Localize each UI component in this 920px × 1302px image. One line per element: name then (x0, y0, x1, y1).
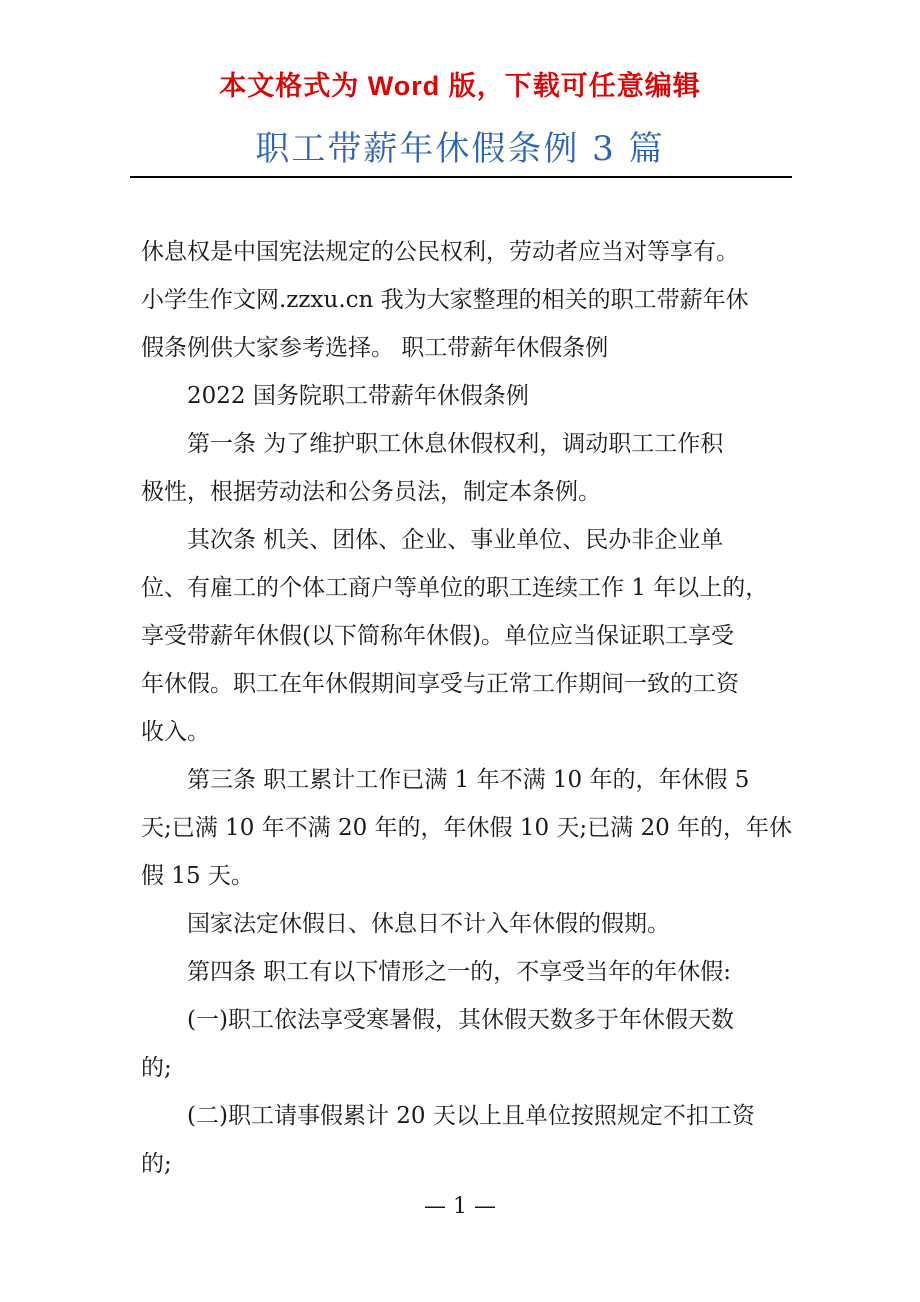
body-line: 假条例供大家参考选择。 职工带薪年休假条例 (141, 335, 609, 361)
document-title: 职工带薪年休假条例 3 篇 (255, 129, 665, 169)
document-body (141, 228, 793, 1188)
page-number: — 1 — (424, 1194, 496, 1219)
body-line: 的; (141, 1055, 172, 1081)
body-line: 的; (141, 1151, 172, 1177)
body-line: 第四条 职工有以下情形之一的，不享受当年的年休假: (187, 959, 732, 985)
body-line: 享受带薪年休假(以下简称年休假)。单位应当保证职工享受 (141, 623, 734, 649)
body-line: 其次条 机关、团体、企业、事业单位、民办非企业单 (187, 527, 724, 553)
body-line: 休息权是中国宪法规定的公民权利，劳动者应当对等享有。 (141, 239, 739, 265)
body-line: 2022 国务院职工带薪年休假条例 (187, 383, 529, 409)
body-line: 第一条 为了维护职工休息休假权利，调动职工工作积 (187, 431, 724, 457)
body-line: 假 15 天。 (141, 863, 254, 889)
body-line: (一)职工依法享受寒暑假，其休假天数多于年休假天数 (187, 1007, 734, 1033)
body-line: 位、有雇工的个体工商户等单位的职工连续工作 1 年以上的， (141, 575, 769, 601)
body-line: 第三条 职工累计工作已满 1 年不满 10 年的，年休假 5 (187, 767, 750, 793)
body-line: 年休假。职工在年休假期间享受与正常工作期间一致的工资 (141, 671, 739, 697)
title-divider (130, 176, 792, 178)
body-line: 小学生作文网.zzxu.cn 我为大家整理的相关的职工带薪年休 (141, 287, 749, 313)
body-line: (二)职工请事假累计 20 天以上且单位按照规定不扣工资 (187, 1103, 755, 1129)
body-line: 天;已满 10 年不满 20 年的，年休假 10 天;已满 20 年的，年休 (141, 815, 793, 841)
body-line: 极性，根据劳动法和公务员法，制定本条例。 (141, 479, 601, 505)
format-banner: 本文格式为 Word 版，下载可任意编辑 (219, 71, 701, 101)
body-line: 国家法定休假日、休息日不计入年休假的假期。 (187, 911, 670, 937)
body-line: 收入。 (141, 719, 210, 745)
